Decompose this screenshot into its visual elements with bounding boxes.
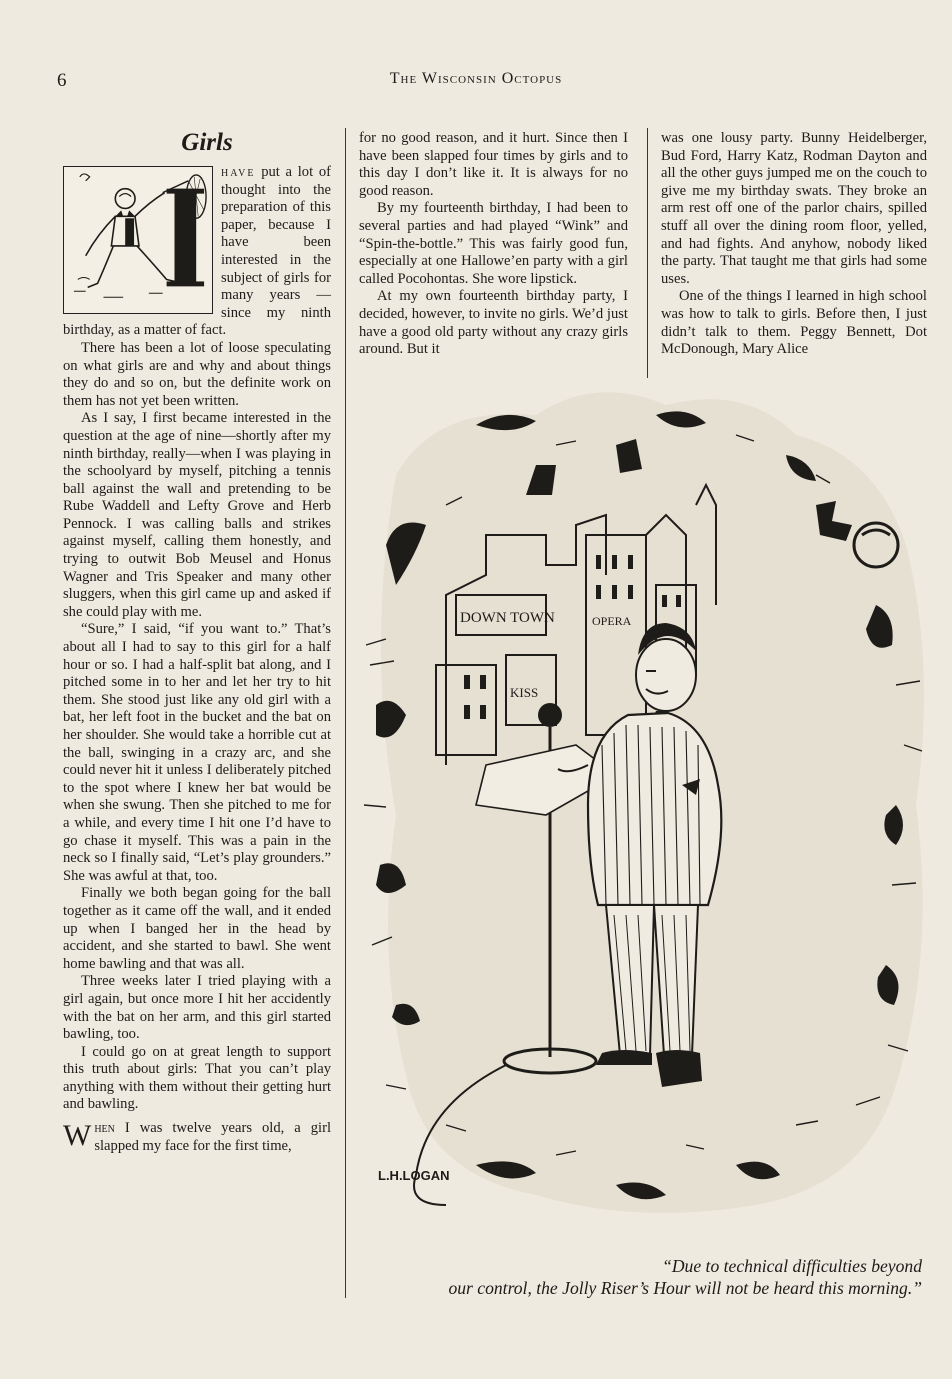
cartoon-illustration <box>356 385 934 1253</box>
article-paragraph: As I say, I first became interested in the question at the age of nine—shortly after my ninth birthday, really—when I was playing in the schoolyard by myself, pitching a tennis ball against the wall and pretending to be Rube Waddell and Lefty Grove and Herb Pennock. I was calling balls and strikes against myself, calling them honestly, and trying to outwit Bob Meusel and Honus Wagner and Tris Speaker and many other sluggers, when this girl came up and asked if she could play with me. <box>63 410 331 620</box>
paragraph-text: I was twelve years old, a girl slapped my face for the first time, <box>94 1120 331 1154</box>
lead-in-word: hen <box>94 1120 115 1137</box>
article-paragraph: Three weeks later I tried playing with a girl again, but once more I hit her accidently with the bat on her arm, and this girl started bawling, too. <box>63 973 331 1043</box>
article-paragraph: By my fourteenth birthday, I had been to several parties and had played “Wink” and “Spin-the-bottle.” This was fairly good fun, especially at one Hallowe’en party with a girl called Pocohontas. She wore lipstick. <box>359 200 628 287</box>
article-column-3 <box>661 130 927 359</box>
page-number: 6 <box>57 70 67 91</box>
article-paragraph: I could go on at great length to support this truth about girls: That you can’t play anything with them without their getting hurt and bawling. <box>63 1043 331 1113</box>
article-paragraph: for no good reason, and it hurt. Since then I have been slapped four times by girls and to this day I don’t like it. It is always for no good reason. <box>359 130 628 199</box>
sign-opera: OPERA <box>592 614 632 628</box>
drop-cap: W <box>63 1119 92 1153</box>
article-paragraph <box>63 1120 331 1155</box>
illustrated-initial <box>63 155 213 314</box>
lead-in-word: have <box>221 164 256 180</box>
sign-kiss: KISS <box>510 685 539 700</box>
cartoon-caption <box>356 1255 922 1299</box>
article-paragraph: “Sure,” I said, “if you want to.” That’s about all I had to say to this girl for a half hour or so. I had a half-split bat along, and I pitched some in to her and let her try to hit them. She stood just like any old girl with a bat, her left foot in the bucket and the bat on her shoulder. She would take a horrible cut at the ball, swinging in a crazy arc, and she could never hit it unless I deliberately pitched to the spot where I knew her bat would be when she swung. Then she pitched to me for a while, and every time I hit one I’d have to go chase it myself. This was a pain in the neck so I finally said, “Let’s play grounders.” She was awful at that, too. <box>63 621 331 884</box>
column-rule <box>345 128 346 1298</box>
article-title: Girls <box>181 129 233 156</box>
article-column-2 <box>359 130 628 359</box>
article-paragraph: There has been a lot of loose speculating on what girls are and why and about things they do and so on, but the definite work on them has not yet been written. <box>63 339 331 409</box>
running-head: The Wisconsin Octopus <box>389 70 563 87</box>
caption-line: “Due to technical difficulties beyond <box>662 1256 922 1276</box>
article-paragraph: One of the things I learned in high school was how to talk to girls. Before then, I just didn’t talk to them. Peggy Bennett, Dot McDonough, Mary Alice <box>661 288 927 358</box>
article-paragraph: At my own fourteenth birthday party, I decided, however, to invite no girls. We’d just have a good old party without any crazy girls around. But it <box>359 288 628 358</box>
column-rule <box>647 128 648 378</box>
sign-downtown: DOWN TOWN <box>460 610 555 626</box>
boy-with-net-illustration <box>64 155 212 313</box>
paragraph-text: put a lot of thought into the preparation of this paper, because I have been interested in the subject of girls for many years — since my ninth birthday, as a matter of fact. <box>63 164 331 339</box>
initial-letter: I <box>64 155 69 171</box>
article-paragraph: was one lousy party. Bunny Heidelberger, Bud Ford, Harry Katz, Rodman Dayton and all the other guys jumped me on the couch to give me my birthday swats. They broke an arm rest off one of the parlor chairs, spilled stuff all over the dining room floor, yelled, and had fights. And anyhow, nobody liked the party. That taught me that girls had some uses. <box>661 130 927 287</box>
caption-line: our control, the Jolly Riser’s Hour will not be heard this morning.” <box>448 1278 922 1298</box>
artist-signature: L.H.LOGAN <box>378 1168 450 1183</box>
article-column-1 <box>63 128 331 1155</box>
article-paragraph: Finally we both began going for the ball together as it came off the wall, and it ended up when I banged her in the head by accident, and she started to bawl. She went home bawling and that was all. <box>63 885 331 972</box>
ruined-city-radio-announcer-drawing <box>356 385 934 1253</box>
